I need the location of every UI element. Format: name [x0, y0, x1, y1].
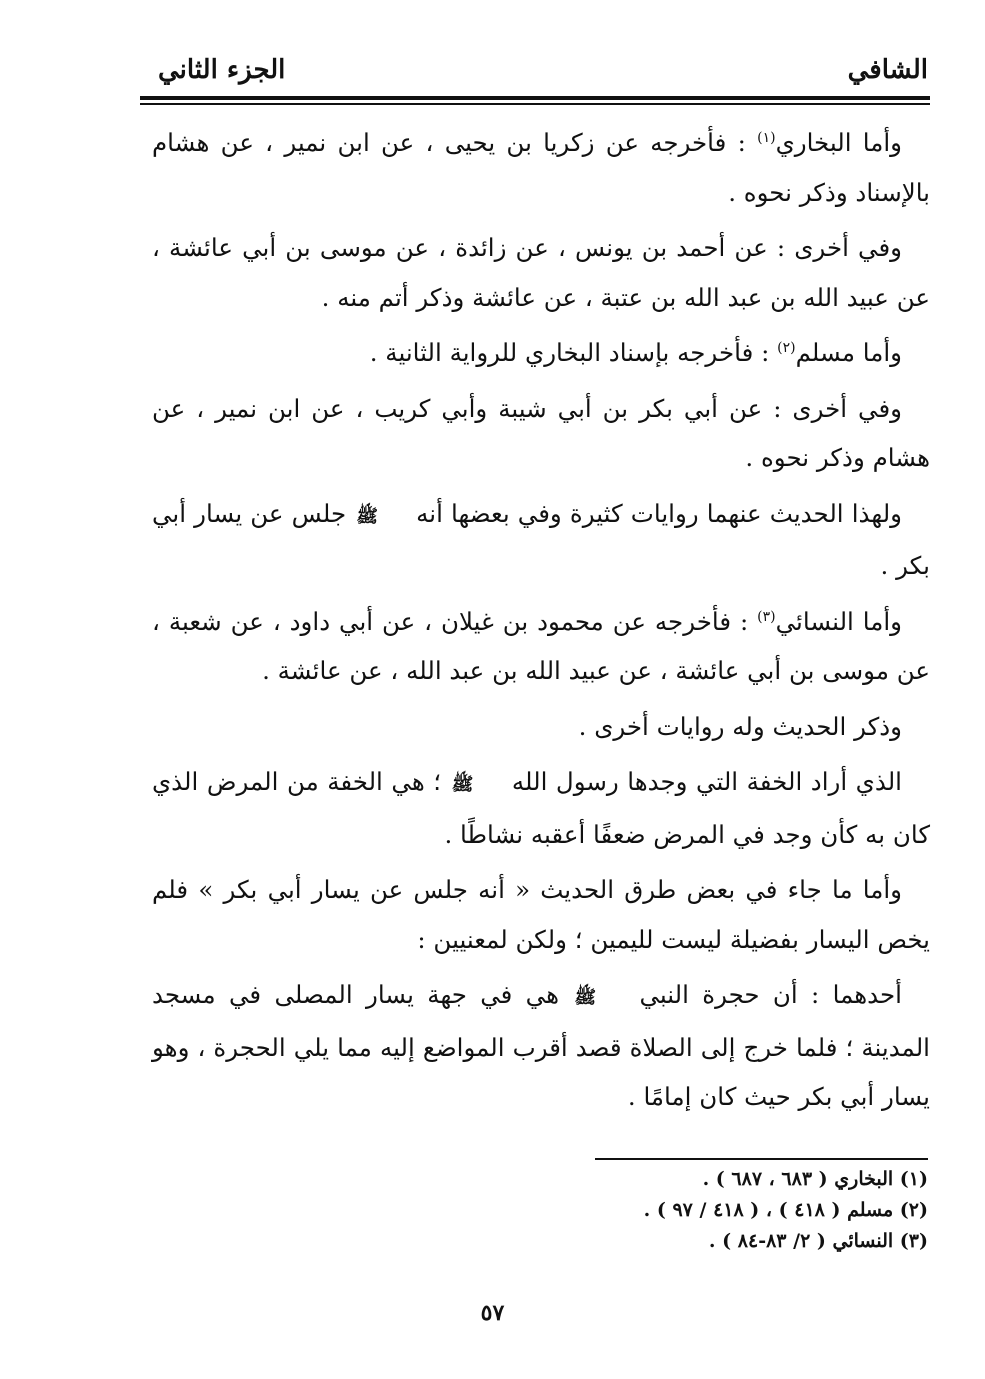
footnote-ref-1: (١): [757, 129, 776, 146]
page-number: ٥٧: [480, 1300, 505, 1326]
footnotes: [400, 1164, 928, 1257]
footnote-ref-2: (٢): [777, 339, 796, 356]
book-title: الشافي: [847, 55, 928, 85]
paragraph-9: وأما ما جاء في بعض طرق الحديث « أنه جلس عن يسار أبي بكر » فلم يخص اليسار بفضيلة ليست لليمين ؛ ولكن لمعنيين :: [152, 875, 930, 954]
running-header: [158, 50, 928, 90]
paragraph-4: وفي أخرى : عن أبي بكر بن أبي شيبة وأبي كريب ، عن ابن نمير ، عن هشام وذكر نحوه .: [152, 393, 930, 472]
footnote-2: (٢) مسلم ( ٤١٨ ) ، ( ٤١٨ / ٩٧ ) .: [643, 1199, 928, 1221]
paragraph-3: وأما مسلم$^{(٢)}$ : فأخرجه بإسناد البخاري للرواية الثانية .: [369, 338, 902, 367]
volume-title: الجزء الثاني: [158, 55, 286, 85]
paragraph-8: الذي أراد الخفة التي وجدها رسول الله ﷺ ؛ هي الخفة من المرض الذي كان به كأن وجد في المرض ضعفًا أعقبه نشاطًا .: [152, 757, 930, 859]
footnote-ref-3: (٣): [757, 608, 776, 625]
header-rule-thin: [140, 103, 930, 105]
paragraph-10: أحدهما : أن حجرة النبي ﷺ هي في جهة يسار المصلى في مسجد المدينة ؛ فلما خرج إلى الصلاة قصد أقرب المواضع إليه مما يلي الحجرة ، وهو يسار أبي بكر حيث كان إمامًا .: [152, 970, 930, 1122]
paragraph-2: وفي أخرى : عن أحمد بن يونس ، عن زائدة ، عن موسى بن أبي عائشة ، عن عبيد الله بن عبد الله بن عتبة ، عن عائشة وذكر أتم منه .: [152, 233, 930, 312]
footnote-separator: [595, 1158, 928, 1160]
salawat-glyph: ﷺ: [574, 987, 597, 1008]
footnote-3: (٣) النسائي ( ٢/ ٨٣-٨٤ ) .: [708, 1230, 928, 1252]
paragraph-7: وذكر الحديث وله روايات أخرى .: [578, 711, 902, 741]
salawat-glyph: ﷺ: [356, 505, 379, 527]
paragraph-1: وأما البخاري$^{(١)}$ : فأخرجه عن زكريا بن يحيى ، عن ابن نمير ، عن هشام بالإسناد وذكر نحوه .: [152, 128, 930, 207]
paragraph-6: وأما النسائي$^{(٣)}$ : فأخرجه عن محمود بن غيلان ، عن أبي داود ، عن شعبة ، عن موسى بن أبي عائشة ، عن عبيد الله بن عبد الله ، عن عائشة .: [152, 606, 930, 685]
salawat-glyph: ﷺ: [451, 774, 474, 795]
paragraph-5: ولهذا الحديث عنهما روايات كثيرة وفي بعضها أنه ﷺ جلس عن يسار أبي بكر .: [152, 489, 930, 591]
header-rule-thick: [140, 96, 930, 100]
main-text: [152, 118, 930, 1128]
footnote-1: (١) البخاري ( ٦٨٣ ، ٦٨٧ ) .: [702, 1168, 928, 1190]
